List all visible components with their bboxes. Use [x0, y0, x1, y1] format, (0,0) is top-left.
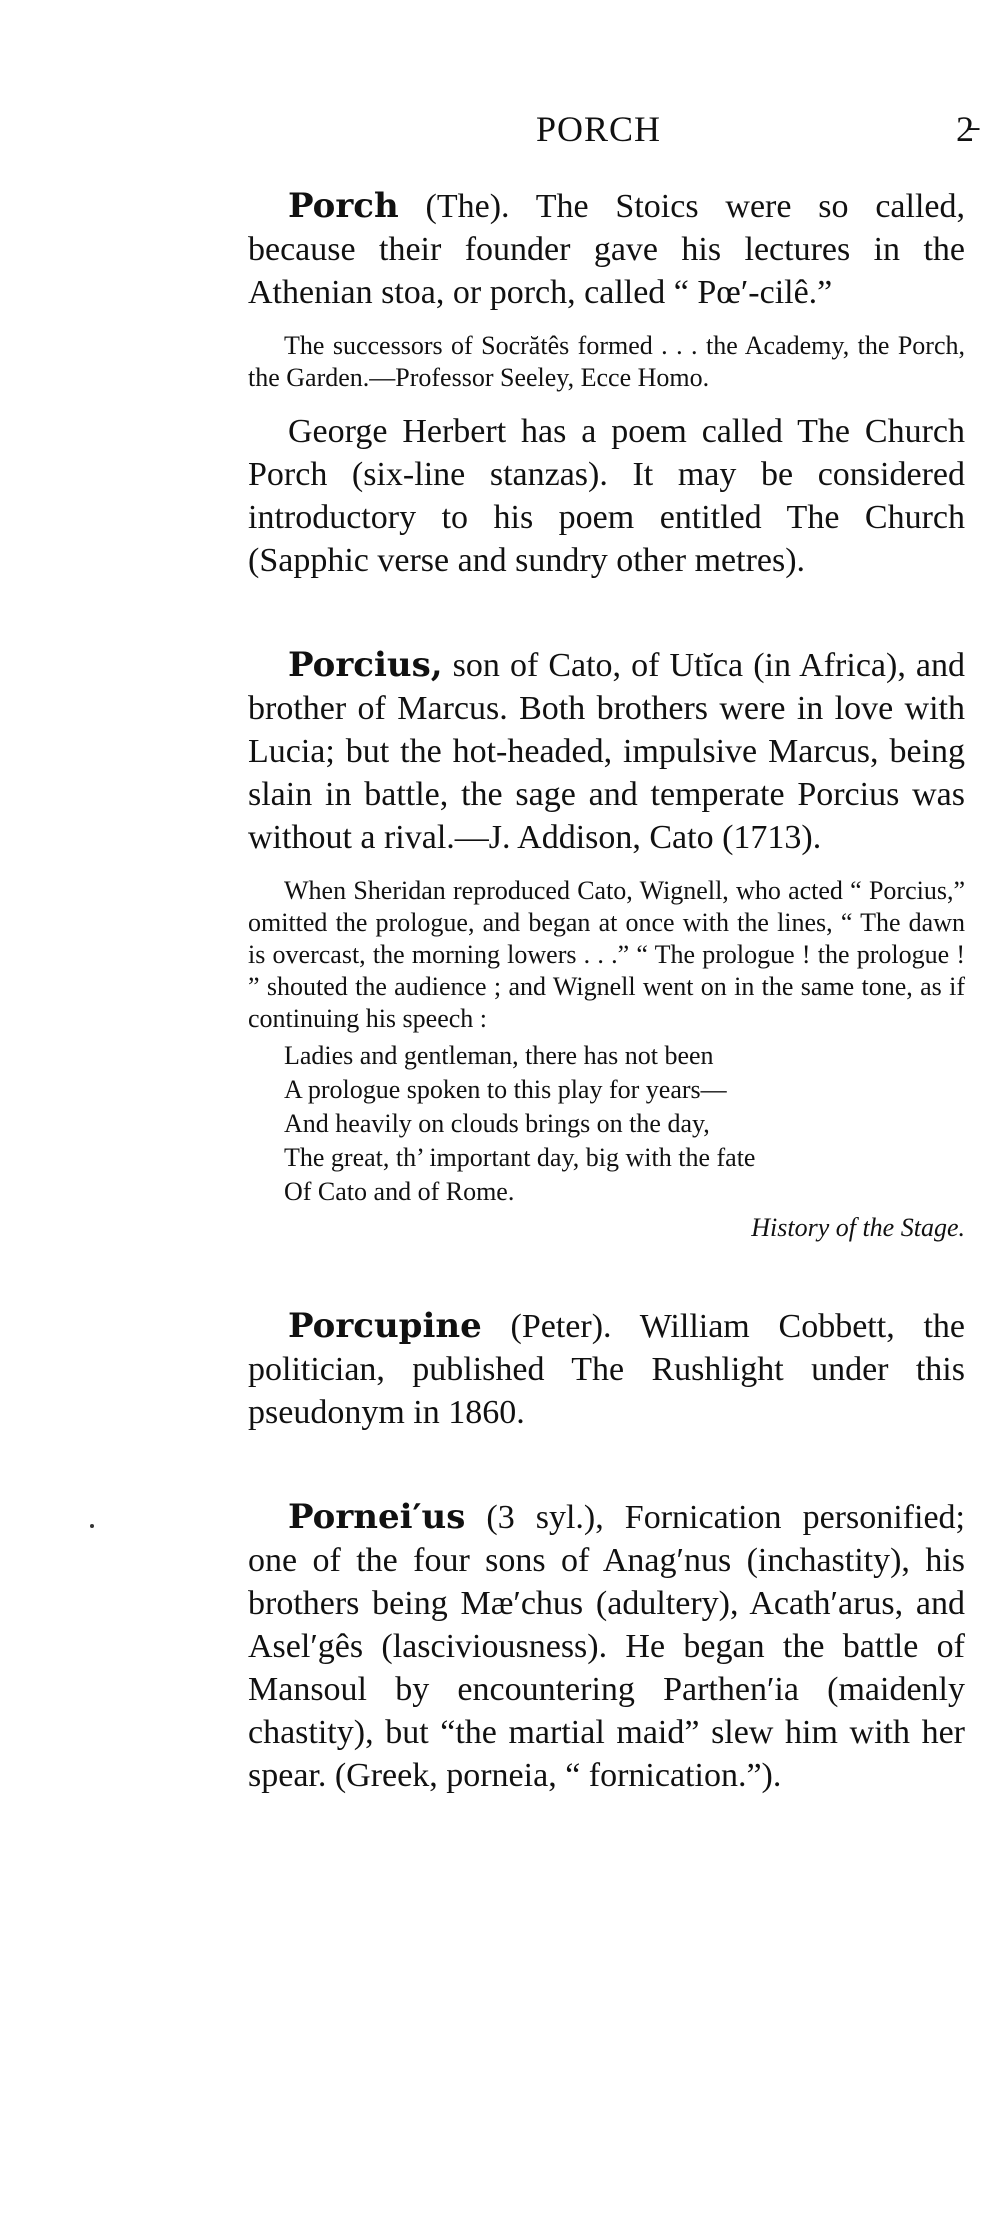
entry-porneius	[248, 1496, 965, 1797]
entry-porcius-definition	[248, 644, 965, 859]
source-attribution: History of the Stage.	[751, 1213, 965, 1242]
citation-quote: The successors of Socrătês formed . . . the Academy, the Porch, the Garden.—Professor Seeley, Ecce Homo.	[248, 331, 965, 392]
entry-porch-note: George Herbert has a poem called The Church Porch (six-line stanzas). It may be considered introductory to his poem entitled The Church (Sapphic verse and sundry other metres).	[248, 413, 965, 579]
poem-line: Of Cato and of Rome.	[284, 1177, 515, 1206]
headword: Porch	[288, 186, 399, 226]
entry-porcius	[248, 644, 965, 1243]
entry-porch	[248, 185, 965, 582]
headword: Pornei′us	[288, 1497, 466, 1537]
page-header	[0, 108, 1000, 158]
definition-text: (The). The Stoics were so called, because their founder gave his lectures in the Athenian stoa, or porch, called “ Pœ′-cilê.”	[248, 188, 966, 311]
entry-porcupine	[248, 1305, 965, 1434]
poem-line: Ladies and gentleman, there has not been	[284, 1041, 714, 1070]
poem-line: A prologue spoken to this play for years—	[284, 1075, 727, 1104]
stray-ink-dot	[90, 1524, 94, 1528]
entry-porneius-definition	[248, 1496, 965, 1797]
citation-quote: When Sheridan reproduced Cato, Wignell, who acted “ Porcius,” omitted the prologue, and began at once with the lines, “ The dawn is overcast, the morning lowers . . .” “ The prologue ! the prologue ! ” shouted the audience ; and Wignell went on in the same tone, as if continuing his speech :	[248, 876, 965, 1033]
poem-excerpt	[248, 1039, 965, 1209]
definition-text: son of Cato, of Utĭca (in Africa), and brother of Marcus. Both brothers were in love with Lucia; but the hot-headed, impulsive Marcus, being slain in battle, the sage and temperate Porcius was without a rival.—J. Addison, Cato (1713).	[248, 647, 965, 856]
entry-porcupine-definition	[248, 1305, 965, 1434]
definition-text: (3 syl.), Fornication personified; one of the four sons of Anag′nus (inchastity), his brothers being Mæ′chus (adultery), Acath′arus, and Asel′gês (lasciviousness). He began the battle of Mansoul by encountering Parthen′ia (maidenly chastity), but “the martial maid” slew him with her spear. (Greek, porneia, “ fornication.”).	[248, 1499, 965, 1794]
poem-line: And heavily on clouds brings on the day,	[284, 1109, 710, 1138]
running-head: PORCH	[536, 109, 662, 149]
headword: Porcupine	[288, 1306, 482, 1346]
headword: Porcius,	[288, 645, 443, 685]
page-number: 2̵	[956, 109, 974, 149]
definition-text: (Peter). William Cobbett, the politician, published The Rushlight under this pseudonym in 1860.	[248, 1308, 966, 1431]
dictionary-column	[248, 185, 965, 1797]
entry-porch-definition	[248, 185, 965, 314]
poem-line: The great, th’ important day, big with the fate	[284, 1143, 756, 1172]
